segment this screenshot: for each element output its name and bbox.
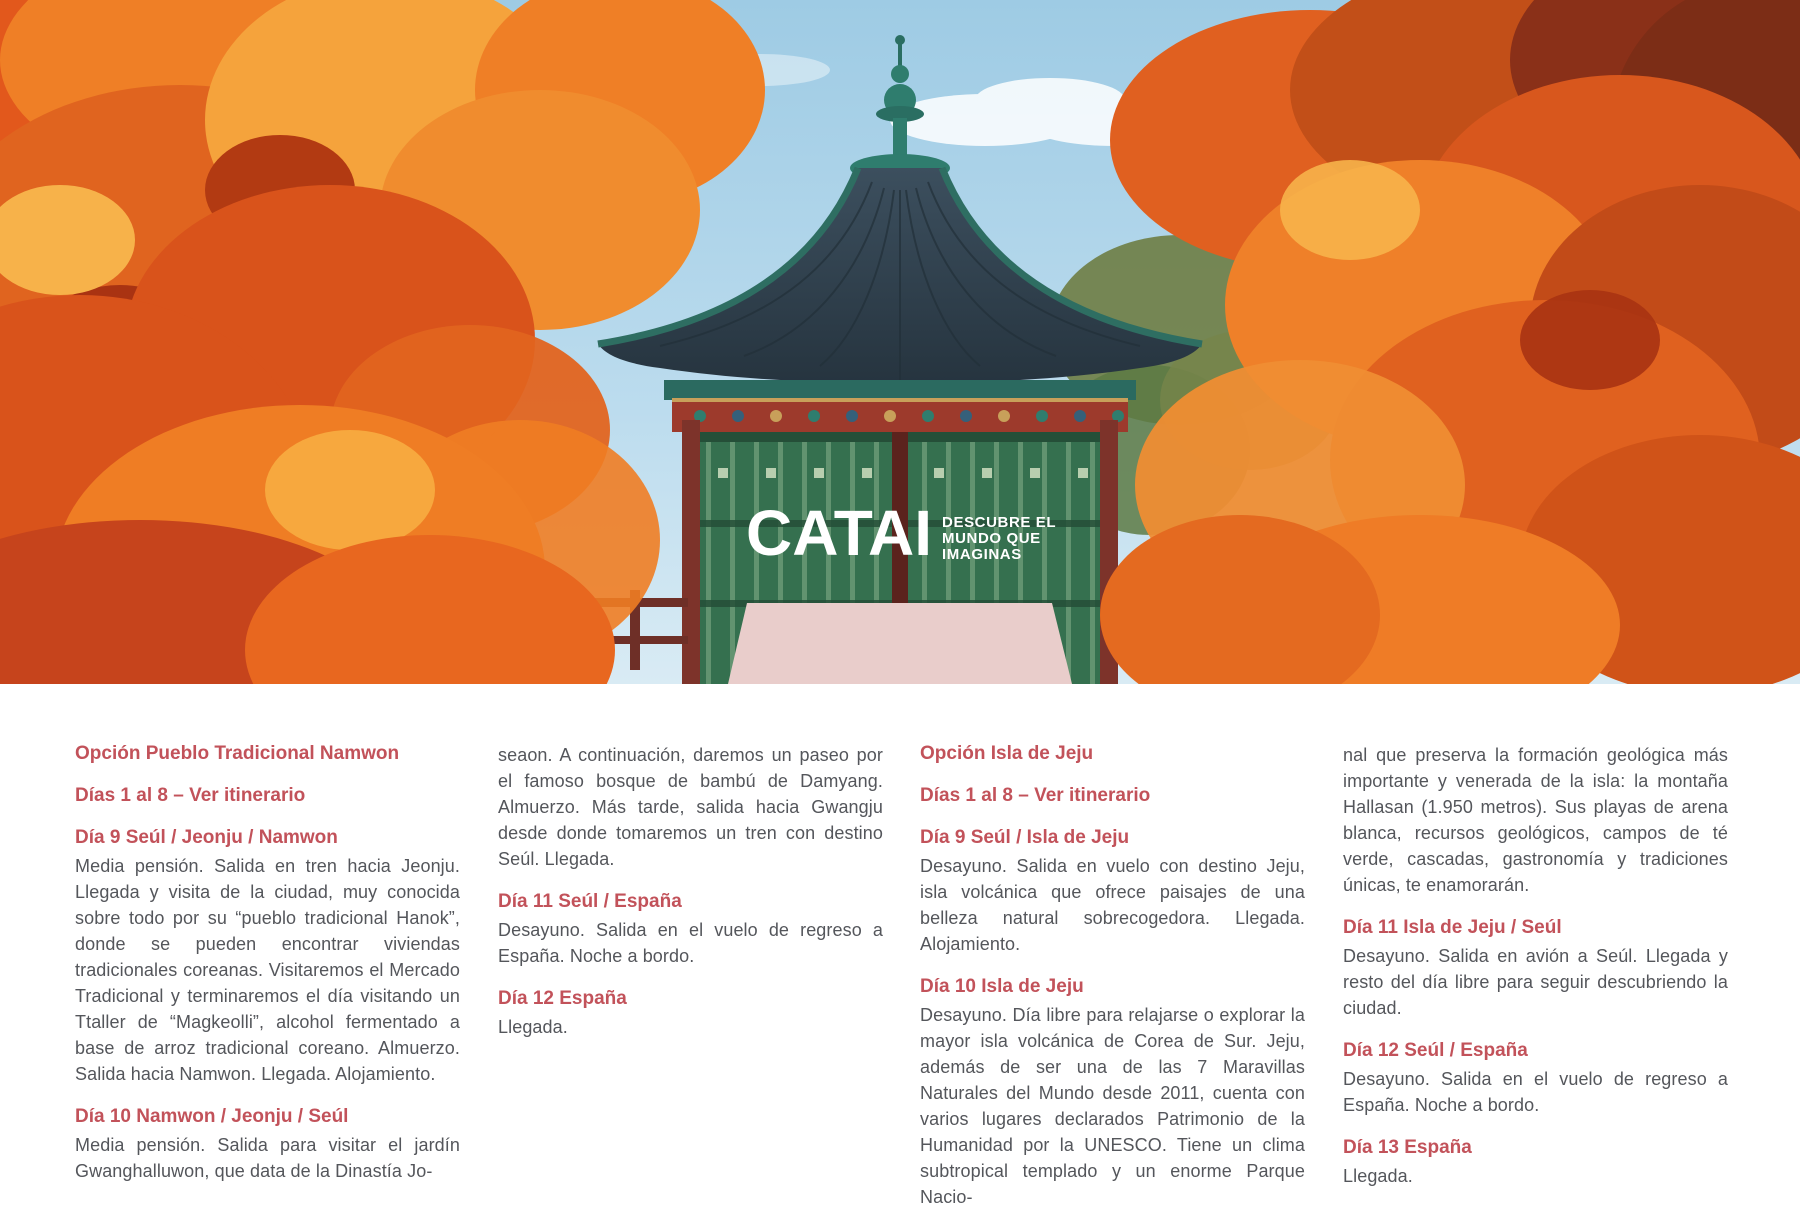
column-jeju-2 xyxy=(1343,742,1728,1189)
tagline-line-2: MUNDO QUE xyxy=(942,530,1041,547)
day12-jeju-body: Desayuno. Salida en el vuelo de regreso a España. Noche a bordo. xyxy=(1343,1069,1728,1115)
option-title-jeju: Opción Isla de Jeju xyxy=(920,743,1094,764)
day11-namwon-title: Día 11 Seúl / España xyxy=(498,891,682,912)
day13-jeju-title: Día 13 España xyxy=(1343,1137,1472,1158)
day10-namwon-title: Día 10 Namwon / Jeonju / Seúl xyxy=(75,1106,349,1127)
days-1-8-jeju: Días 1 al 8 – Ver itinerario xyxy=(920,785,1151,806)
catai-logo-text: CATAI xyxy=(746,497,933,569)
day13-jeju-body: Llegada. xyxy=(1343,1166,1413,1186)
catai-logo xyxy=(746,497,1057,569)
itinerary-section xyxy=(0,684,1800,1207)
day12-jeju-title: Día 12 Seúl / España xyxy=(1343,1040,1528,1061)
day10-jeju-continuation: nal que preserva la formación geológica más importante y venerada de la isla: la montaña Hallasan (1.950 metros). Sus playas de arena blanca, recursos geológicos, campos de té verde, cascadas, gastronomía y tradiciones únicas, te enamorarán. xyxy=(1343,745,1728,895)
day10-namwon-body: Media pensión. Salida para visitar el jardín Gwanghalluwon, que data de la Dinastía Jo- xyxy=(75,1135,460,1181)
day10-jeju-body: Desayuno. Día libre para relajarse o explorar la mayor isla volcánica de Corea de Sur. Jeju, además de ser una de las 7 Maravillas Naturales del Mundo desde 2011, cuenta con varios lugares declarados Patrimonio de la Humanidad por la UNESCO. Tiene un clima subtropical templado y un enorme Parque Nacio- xyxy=(920,1005,1305,1207)
day10-namwon-continuation: seaon. A continuación, daremos un paseo por el famoso bosque de bambú de Damyang. Almuerzo. Más tarde, salida hacia Gwangju desde donde tomaremos un tren con destino Seúl. Llegada. xyxy=(498,745,883,869)
day9-jeju-title: Día 9 Seúl / Isla de Jeju xyxy=(920,827,1130,848)
tagline-line-3: IMAGINAS xyxy=(942,546,1022,563)
column-jeju-1 xyxy=(920,742,1305,1210)
day9-jeju-body: Desayuno. Salida en vuelo con destino Jeju, isla volcánica que ofrece paisajes de una belleza natural sobrecogedora. Llegada. Alojamiento. xyxy=(920,856,1305,954)
day11-jeju-body: Desayuno. Salida en avión a Seúl. Llegada y resto del día libre para seguir descubriendo la ciudad. xyxy=(1343,946,1728,1018)
day10-jeju-title: Día 10 Isla de Jeju xyxy=(920,976,1084,997)
day9-namwon-body: Media pensión. Salida en tren hacia Jeonju. Llegada y visita de la ciudad, muy conocida sobre todo por su “pueblo tradicional Hanok”, donde se pueden encontrar viviendas tradicionales coreanas. Visitaremos el Mercado Tradicional y terminaremos el día visitando un Ttaller de “Magkeolli”, alcohol fermentado a base de arroz tradicional coreano. Almuerzo. Salida hacia Namwon. Llegada. Alojamiento. xyxy=(75,856,460,1084)
day9-namwon-title: Día 9 Seúl / Jeonju / Namwon xyxy=(75,827,338,848)
catai-tagline xyxy=(942,515,1056,563)
option-title-namwon: Opción Pueblo Tradicional Namwon xyxy=(75,743,400,764)
day11-jeju-title: Día 11 Isla de Jeju / Seúl xyxy=(1343,917,1562,938)
pink-panel xyxy=(728,603,1072,684)
column-namwon-2 xyxy=(498,742,883,1040)
day12-namwon-body: Llegada. xyxy=(498,1017,568,1037)
tagline-line-1: DESCUBRE EL xyxy=(942,514,1057,531)
day12-namwon-title: Día 12 España xyxy=(498,988,627,1009)
column-namwon-1 xyxy=(75,742,460,1184)
days-1-8-namwon: Días 1 al 8 – Ver itinerario xyxy=(75,785,306,806)
day11-namwon-body: Desayuno. Salida en el vuelo de regreso a España. Noche a bordo. xyxy=(498,920,883,966)
